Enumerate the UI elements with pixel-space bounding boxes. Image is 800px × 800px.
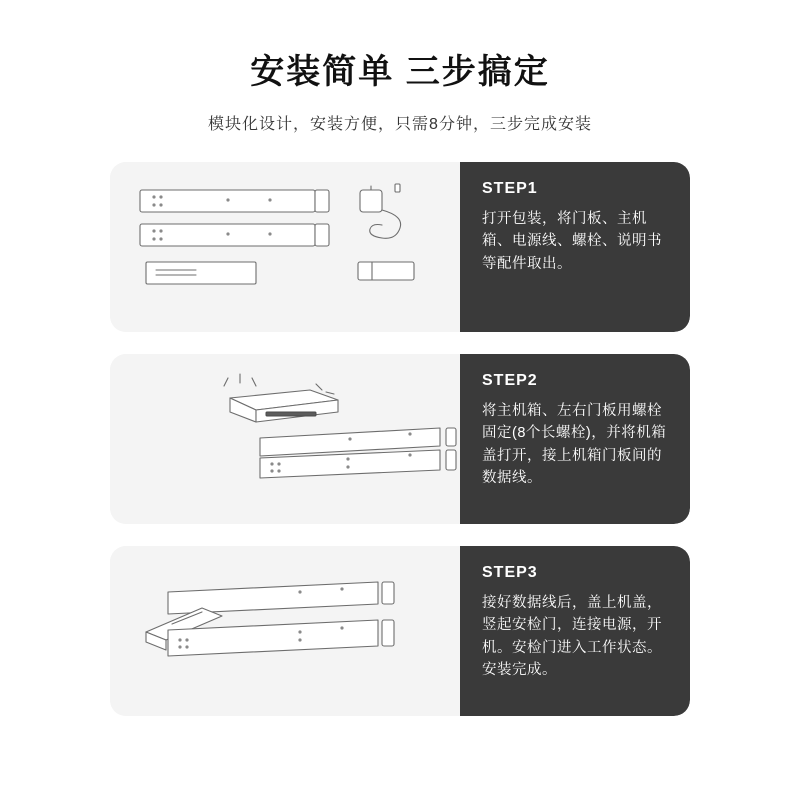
page-title: 安装简单 三步搞定 <box>250 53 550 91</box>
step-card <box>110 162 690 332</box>
step2-figure <box>110 354 460 524</box>
step-label: STEP1 <box>482 179 538 197</box>
final-assembly-illustration <box>110 546 460 716</box>
step1-figure <box>110 162 460 332</box>
mounting-chassis-illustration <box>110 354 460 524</box>
step3-figure <box>110 546 460 716</box>
step-description: 将主机箱、左右门板用螺栓固定(8个长螺栓)，并将机箱盖打开，接上机箱门板间的数据线。 <box>482 402 667 487</box>
step3-text <box>460 546 690 716</box>
page-subtitle: 模块化设计，安装方便，只需8分钟，三步完成安装 <box>208 115 592 133</box>
step-label: STEP2 <box>482 371 538 389</box>
step1-text <box>460 162 690 332</box>
steps-list <box>0 162 800 716</box>
step-card <box>110 546 690 716</box>
step-description: 打开包装，将门板、主机箱、电源线、螺栓、说明书等配件取出。 <box>482 210 662 272</box>
step-card <box>110 354 690 524</box>
step-label: STEP3 <box>482 563 538 581</box>
unboxing-parts-illustration <box>110 162 460 332</box>
step2-text <box>460 354 690 524</box>
step-description: 接好数据线后，盖上机盖，竖起安检门，连接电源，开机。安检门进入工作状态。安装完成。 <box>482 594 662 679</box>
page-header <box>0 0 800 134</box>
